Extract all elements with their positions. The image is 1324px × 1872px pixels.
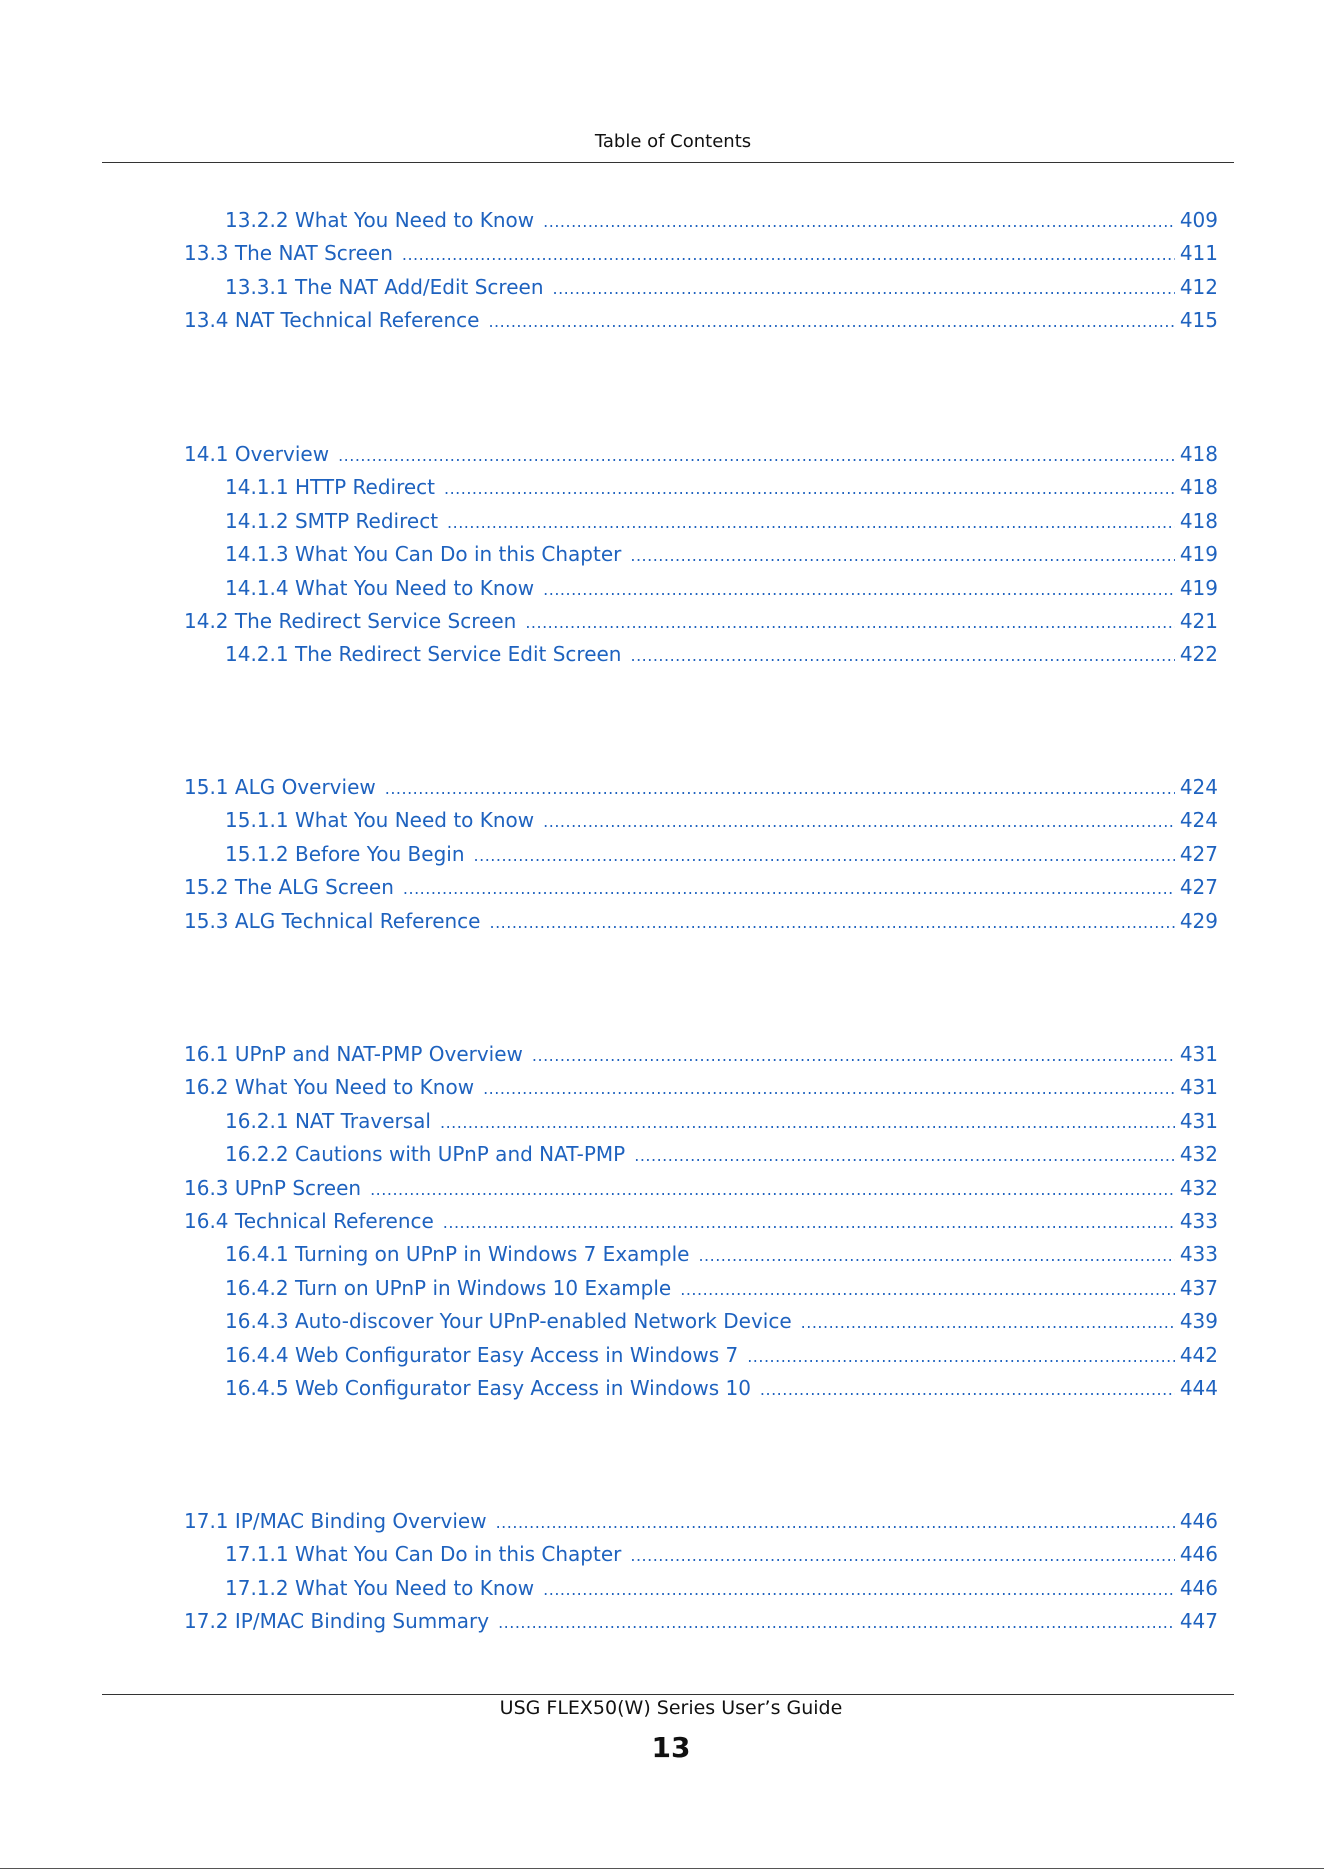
toc-entry-link[interactable] — [225, 1306, 1218, 1336]
toc-entry-title: 15.3 ALG Technical Reference — [184, 908, 481, 933]
toc-entry-link[interactable] — [184, 305, 1218, 335]
toc-dot-leader — [698, 1241, 1174, 1271]
toc-page-number: 419 — [1179, 542, 1218, 567]
toc-entry-title: 16.4.4 Web Configurator Easy Access in Windows 7 — [225, 1342, 739, 1367]
toc-dot-leader — [543, 207, 1175, 237]
toc-entry-link[interactable] — [225, 205, 1218, 235]
toc-entry-title: 17.2 IP/MAC Binding Summary — [184, 1609, 490, 1634]
toc-page-number: 433 — [1179, 1242, 1218, 1267]
toc-entry-link[interactable] — [184, 606, 1218, 636]
toc-page-number: 427 — [1179, 841, 1218, 866]
toc-page-number: 437 — [1179, 1275, 1218, 1300]
toc-page-number: 433 — [1179, 1209, 1218, 1233]
toc-entry-link[interactable] — [184, 238, 1218, 268]
toc-entry-link[interactable] — [184, 1173, 1218, 1203]
toc-entry-title: 14.1.3 What You Can Do in this Chapter — [225, 542, 622, 567]
toc-entry-title: 16.4.5 Web Configurator Easy Access in Windows 10 — [225, 1376, 751, 1400]
toc-dot-leader — [403, 874, 1175, 904]
toc-entry-title: 16.4.2 Turn on UPnP in Windows 10 Example — [225, 1275, 672, 1300]
toc-entry-link[interactable] — [184, 1072, 1218, 1102]
toc-page-number: 431 — [1179, 1042, 1218, 1066]
toc-dot-leader — [474, 841, 1175, 871]
toc-entry-title: 17.1 IP/MAC Binding Overview — [184, 1509, 487, 1533]
toc-entry-link[interactable] — [225, 472, 1218, 502]
toc-entry-link[interactable] — [225, 1106, 1218, 1136]
toc-page-number: 419 — [1179, 575, 1218, 600]
toc-page-number: 409 — [1179, 208, 1218, 232]
toc-dot-leader — [443, 1208, 1175, 1238]
toc-dot-leader — [801, 1308, 1175, 1338]
toc-entry-link[interactable] — [225, 1239, 1218, 1269]
toc-dot-leader — [543, 807, 1175, 837]
toc-entry-link[interactable] — [184, 1606, 1218, 1636]
toc-page-number: 429 — [1179, 908, 1218, 933]
toc-entry-link[interactable] — [225, 1273, 1218, 1303]
toc-entry-title: 16.2 What You Need to Know — [184, 1075, 475, 1100]
toc-dot-leader — [525, 608, 1174, 638]
toc-dot-leader — [338, 441, 1175, 471]
toc-entry-title: 15.2 The ALG Screen — [184, 875, 394, 900]
toc-entry-link[interactable] — [184, 772, 1218, 802]
toc-entry-title: 14.1.2 SMTP Redirect — [225, 508, 439, 533]
footer-guide-title: USG FLEX50(W) Series User’s Guide — [499, 1697, 843, 1719]
toc-entry-link[interactable] — [184, 872, 1218, 902]
toc-page-number: 432 — [1179, 1175, 1218, 1200]
toc-dot-leader — [447, 508, 1175, 538]
toc-entry-title: 16.4.3 Auto-discover Your UPnP-enabled Network Device — [225, 1309, 792, 1334]
toc-page-number: 427 — [1179, 875, 1218, 900]
toc-page-number: 439 — [1179, 1309, 1218, 1334]
toc-entry-title: 16.1 UPnP and NAT-PMP Overview — [184, 1042, 523, 1066]
toc-dot-leader — [489, 908, 1174, 938]
toc-page-number: 411 — [1179, 241, 1218, 266]
toc-entry-title: 16.2.1 NAT Traversal — [225, 1108, 431, 1133]
toc-entry-link[interactable] — [225, 1539, 1218, 1569]
page-header-title: Table of Contents — [594, 131, 752, 152]
toc-page-number: 424 — [1179, 775, 1218, 799]
toc-dot-leader — [630, 541, 1174, 571]
scan-edge-line — [0, 1868, 1324, 1869]
toc-entry-link[interactable] — [225, 506, 1218, 536]
toc-dot-leader — [680, 1275, 1175, 1305]
toc-dot-leader — [498, 1608, 1175, 1638]
toc-page-number: 418 — [1179, 475, 1218, 500]
toc-dot-leader — [634, 1141, 1175, 1171]
toc-page-number: 446 — [1179, 1575, 1218, 1600]
toc-page-number: 446 — [1179, 1509, 1218, 1533]
footer-rule — [102, 1694, 1234, 1695]
header-rule — [102, 162, 1234, 163]
toc-page-number: 431 — [1179, 1075, 1218, 1100]
toc-entry-link[interactable] — [184, 1039, 1218, 1069]
toc-entry-title: 14.1 Overview — [184, 442, 330, 466]
toc-dot-leader — [543, 575, 1175, 605]
toc-dot-leader — [553, 274, 1175, 304]
toc-page-number: 415 — [1179, 308, 1218, 333]
toc-dot-leader — [496, 1508, 1175, 1538]
toc-entry-title: 16.4 Technical Reference — [184, 1209, 434, 1233]
toc-entry-link[interactable] — [225, 1139, 1218, 1169]
toc-entry-title: 17.1.1 What You Can Do in this Chapter — [225, 1542, 622, 1567]
toc-entry-title: 17.1.2 What You Need to Know — [225, 1575, 535, 1600]
toc-dot-leader — [630, 1541, 1174, 1571]
toc-dot-leader — [444, 474, 1175, 504]
toc-entry-link[interactable] — [184, 439, 1218, 469]
toc-entry-title: 14.2.1 The Redirect Service Edit Screen — [225, 642, 622, 667]
toc-dot-leader — [483, 1074, 1175, 1104]
footer-page-number: 13 — [651, 1731, 691, 1764]
toc-dot-leader — [488, 307, 1174, 337]
toc-entry-title: 16.2.2 Cautions with UPnP and NAT-PMP — [225, 1142, 626, 1167]
toc-entry-link[interactable] — [184, 1506, 1218, 1536]
toc-dot-leader — [370, 1175, 1175, 1205]
toc-entry-link[interactable] — [225, 539, 1218, 569]
toc-entry-link[interactable] — [225, 1373, 1218, 1403]
toc-entry-link[interactable] — [225, 839, 1218, 869]
toc-entry-link[interactable] — [225, 1340, 1218, 1370]
toc-entry-title: 13.3.1 The NAT Add/Edit Screen — [225, 274, 544, 299]
toc-page-number: 431 — [1179, 1108, 1218, 1133]
toc-page-number: 418 — [1179, 442, 1218, 466]
toc-entry-title: 16.4.1 Turning on UPnP in Windows 7 Example — [225, 1242, 690, 1267]
toc-dot-leader — [747, 1342, 1175, 1372]
toc-page-number: 422 — [1179, 642, 1218, 667]
toc-entry-link[interactable] — [184, 906, 1218, 936]
toc-entry-title: 15.1.1 What You Need to Know — [225, 808, 535, 833]
toc-entry-title: 13.4 NAT Technical Reference — [184, 308, 480, 333]
toc-page-number: 418 — [1179, 508, 1218, 533]
toc-entry-title: 13.2.2 What You Need to Know — [225, 208, 535, 232]
toc-page-number: 447 — [1179, 1609, 1218, 1634]
toc-dot-leader — [760, 1375, 1175, 1405]
toc-dot-leader — [532, 1041, 1175, 1071]
toc-dot-leader — [630, 641, 1174, 671]
toc-entry-title: 13.3 The NAT Screen — [184, 241, 393, 266]
toc-entry-link[interactable] — [225, 272, 1218, 302]
toc-entry-link[interactable] — [225, 1573, 1218, 1603]
toc-page-number: 446 — [1179, 1542, 1218, 1567]
toc-entry-title: 15.1.2 Before You Begin — [225, 841, 465, 866]
toc-page-number: 412 — [1179, 274, 1218, 299]
toc-entry-link[interactable] — [225, 573, 1218, 603]
toc-dot-leader — [385, 774, 1175, 804]
toc-page-number: 432 — [1179, 1142, 1218, 1167]
toc-dot-leader — [543, 1575, 1175, 1605]
toc-page-number: 424 — [1179, 808, 1218, 833]
toc-entry-title: 16.3 UPnP Screen — [184, 1175, 362, 1200]
toc-dot-leader — [440, 1108, 1175, 1138]
toc-entry-title: 14.2 The Redirect Service Screen — [184, 609, 517, 633]
toc-dot-leader — [402, 240, 1175, 270]
toc-entry-link[interactable] — [184, 1206, 1218, 1236]
toc-entry-link[interactable] — [225, 805, 1218, 835]
toc-page-number: 421 — [1179, 609, 1218, 633]
toc-entry-title: 14.1.1 HTTP Redirect — [225, 475, 435, 500]
toc-page-number: 442 — [1179, 1342, 1218, 1367]
toc-entry-title: 14.1.4 What You Need to Know — [225, 575, 535, 600]
toc-entry-title: 15.1 ALG Overview — [184, 775, 376, 799]
toc-entry-link[interactable] — [225, 639, 1218, 669]
toc-page-number: 444 — [1179, 1376, 1218, 1400]
